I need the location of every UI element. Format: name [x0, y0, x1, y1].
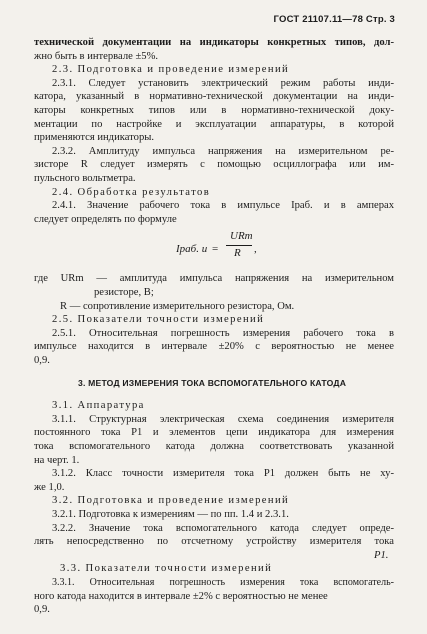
- text-line: применяются индикаторы.: [34, 132, 155, 144]
- text-line: жно быть в интервале ±5%.: [34, 50, 159, 62]
- text-line: 2.4.1. Значение рабочего тока в импульсе Iраб. и в амперах: [52, 200, 394, 212]
- text-line: импульсе находится в интервале ±20% с вероятностью не менее: [34, 341, 394, 353]
- text-line: 3.3.1. Относительная погрешность измерения тока вспомогатель-: [52, 577, 394, 588]
- text-line: пульсного вольтметра.: [34, 173, 136, 184]
- text-line: 3.2.2. Значение тока вспомогательного катода следует опреде-: [52, 522, 394, 534]
- text-line: R — сопротивление измерительного резистора, Ом.: [60, 300, 295, 312]
- text-line: 3.1.2. Класс точности измерителя тока P1 должен быть не ху-: [52, 468, 394, 480]
- formula-lhs: Iраб. и: [176, 243, 208, 256]
- text-line: ного катода находится в интервале ±2% с вероятностью не менее: [34, 590, 328, 602]
- text-line: 3.1.1. Структурная электрическая схема соединения измерителя: [52, 413, 394, 425]
- subsection-heading: 3.2. Подготовка и проведение измерений: [52, 495, 290, 507]
- formula-equals: =: [212, 243, 219, 256]
- fraction-bar: [226, 245, 252, 246]
- section-heading: 3. МЕТОД ИЗМЕРЕНИЯ ТОКА ВСПОМОГАТЕЛЬНОГО КАТОДА: [78, 377, 347, 388]
- text-line: P1.: [374, 549, 389, 561]
- text-line: лять непосредственно по отсчетному устройству измерителя тока: [34, 536, 394, 548]
- text-line: каторы конкретных типов или в нормативно-технической доку-: [34, 105, 394, 116]
- formula-comma: ,: [254, 243, 257, 256]
- text-line: 0,9.: [34, 604, 50, 616]
- text-line: 2.5.1. Относительная погрешность измерения рабочего тока в: [52, 327, 394, 339]
- subsection-heading: 3.1. Аппаратура: [52, 400, 145, 412]
- text-line: постоянного тока P1 и элементов цепи индикатора для измерения: [34, 427, 394, 439]
- formula-denominator: R: [234, 247, 241, 260]
- formula-numerator: URm: [230, 230, 253, 243]
- text-line: технической документации на индикаторы конкретных типов, дол-: [34, 37, 394, 48]
- text-line: тока вспомогательного катода должна соответствовать указанной: [34, 441, 394, 452]
- text-line: на черт. 1.: [34, 454, 80, 466]
- text-line: катора, указанный в нормативно-технической документации на инди-: [34, 91, 394, 103]
- subsection-heading: 2.4. Обработка результатов: [52, 186, 211, 198]
- text-line: ментации по настройке и эксплуатации аппаратуры, в которой: [34, 118, 394, 130]
- page-header: ГОСТ 21107.11—78 Стр. 3: [273, 14, 395, 25]
- text-line: где URm — амплитуда импульса напряжения на измерительном: [34, 273, 394, 285]
- text-line: же 1,0.: [34, 481, 65, 493]
- text-line: следует определять по формуле: [34, 213, 177, 225]
- text-line: 2.3.1. Следует установить электрический режим работы инди-: [52, 77, 394, 89]
- text-line: зисторе R следует измерять с помощью осциллографа или им-: [34, 159, 394, 171]
- text-line: 3.2.1. Подготовка к измерениям — по пп. 1.4 и 2.3.1.: [52, 509, 289, 520]
- subsection-heading: 2.3. Подготовка и проведение измерений: [52, 64, 290, 76]
- subsection-heading: 3.3. Показатели точности измерений: [60, 563, 273, 575]
- current-formula: [176, 230, 306, 270]
- text-line: 2.3.2. Амплитуду импульса напряжения на измерительном ре-: [52, 145, 394, 157]
- subsection-heading: 2.5. Показатели точности измерений: [52, 314, 265, 326]
- text-line: резисторе, В;: [94, 287, 154, 298]
- text-line: 0,9.: [34, 355, 50, 366]
